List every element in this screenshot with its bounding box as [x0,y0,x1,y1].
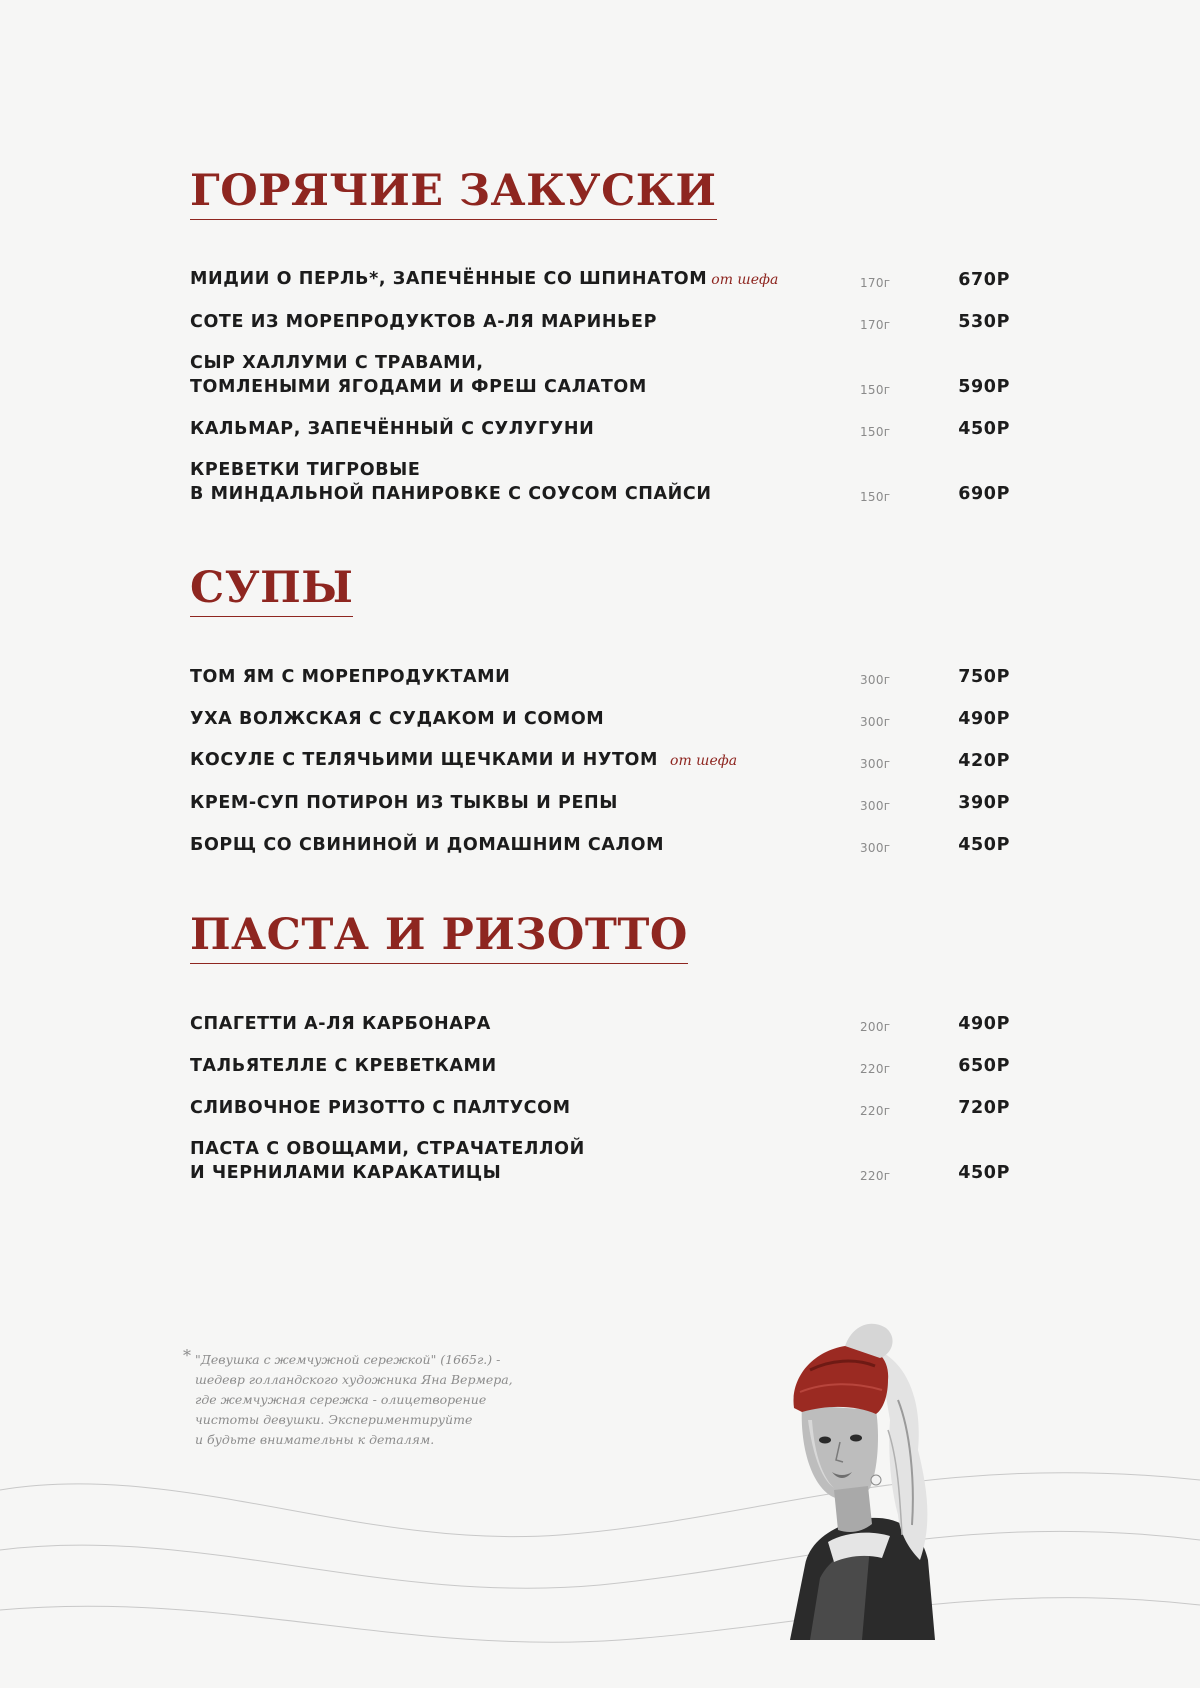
item-weight: 300г [860,799,891,813]
section-hot-appetizers [190,166,1010,506]
item-name: СЫР ХАЛЛУМИ С ТРАВАМИ, ТОМЛЕНЫМИ ЯГОДАМИ И ФРЕШ САЛАТОМ [190,353,647,397]
item-weight: 150г [860,425,891,439]
footnote [183,1346,523,1450]
menu-item [190,292,1010,334]
menu-item [190,815,1010,857]
item-weight: 150г [860,490,891,504]
menu-items [190,647,1010,857]
item-weight: 220г [860,1062,891,1076]
item-name: ТОМ ЯМ С МОРЕПРОДУКТАМИ [190,667,511,687]
section-title: ПАСТА И РИЗОТТО [190,914,688,964]
item-weight: 300г [860,715,891,729]
menu-items [190,250,1010,506]
menu-item [190,399,1010,441]
item-name: БОРЩ СО СВИНИНОЙ И ДОМАШНИМ САЛОМ [190,835,665,855]
item-price: 750Р [958,667,1010,687]
item-name: МИДИИ О ПЕРЛЬ*, ЗАПЕЧЁННЫЕ СО ШПИНАТОМ от шефа [190,269,779,289]
girl-with-pearl-earring-portrait [750,1310,980,1640]
menu-item [190,1120,1010,1185]
item-name: УХА ВОЛЖСКАЯ С СУДАКОМ И СОМОМ [190,709,605,729]
menu-item [190,647,1010,689]
menu-items [190,994,1010,1185]
item-name: СПАГЕТТИ А-ЛЯ КАРБОНАРА [190,1014,491,1034]
item-name: ТАЛЬЯТЕЛЛЕ С КРЕВЕТКАМИ [190,1056,497,1076]
footnote-text: "Девушка с жемчужной сережкой" (1665г.) - шедевр голландского художника Яна Вермера, где жемчужная сережка - олицетворение чистоты девушки. Экспериментируйте и будьте внимательны к деталям. [195,1352,513,1447]
chef-recommendation-note: от шефа [670,753,738,769]
item-weight: 150г [860,383,891,397]
section-pasta-risotto [190,910,1010,1185]
menu-item [190,689,1010,731]
item-weight: 300г [860,757,891,771]
item-price: 450Р [958,1163,1010,1183]
item-price: 490Р [958,1014,1010,1034]
item-name: КРЕМ-СУП ПОТИРОН ИЗ ТЫКВЫ И РЕПЫ [190,793,618,813]
menu-item [190,1078,1010,1120]
item-price: 490Р [958,709,1010,729]
item-price: 590Р [958,377,1010,397]
menu-item [190,250,1010,292]
decorative-wave-lines [0,1440,1200,1688]
section-title: ГОРЯЧИЕ ЗАКУСКИ [190,170,717,220]
footnote-asterisk: * [183,1346,191,1365]
item-name: ПАСТА С ОВОЩАМИ, СТРАЧАТЕЛЛОЙ И ЧЕРНИЛАМИ КАРАКАТИЦЫ [190,1139,585,1183]
item-weight: 170г [860,318,891,332]
item-name: СЛИВОЧНОЕ РИЗОТТО С ПАЛТУСОМ [190,1098,571,1118]
item-weight: 220г [860,1169,891,1183]
item-name: СОТЕ ИЗ МОРЕПРОДУКТОВ А-ЛЯ МАРИНЬЕР [190,312,658,332]
item-price: 720Р [958,1098,1010,1118]
section-soups [190,563,1010,857]
menu-item [190,1036,1010,1078]
item-name: КОСУЛЕ С ТЕЛЯЧЬИМИ ЩЕЧКАМИ И НУТОМ от шефа [190,750,738,770]
menu-item [190,731,1010,773]
item-price: 650Р [958,1056,1010,1076]
item-price: 390Р [958,793,1010,813]
item-name: КРЕВЕТКИ ТИГРОВЫЕ В МИНДАЛЬНОЙ ПАНИРОВКЕ С СОУСОМ СПАЙСИ [190,460,712,504]
menu-item [190,441,1010,506]
item-price: 530Р [958,312,1010,332]
item-price: 690Р [958,484,1010,504]
item-weight: 200г [860,1020,891,1034]
item-price: 450Р [958,419,1010,439]
item-price: 450Р [958,835,1010,855]
item-price: 420Р [958,751,1010,771]
item-price: 670Р [958,270,1010,290]
item-weight: 170г [860,276,891,290]
item-weight: 300г [860,841,891,855]
item-weight: 300г [860,673,891,687]
chef-recommendation-note: от шефа [711,272,779,288]
section-title: СУПЫ [190,567,353,617]
menu-item [190,994,1010,1036]
menu-item [190,773,1010,815]
item-weight: 220г [860,1104,891,1118]
item-name: КАЛЬМАР, ЗАПЕЧЁННЫЙ С СУЛУГУНИ [190,419,595,439]
menu-item [190,334,1010,399]
